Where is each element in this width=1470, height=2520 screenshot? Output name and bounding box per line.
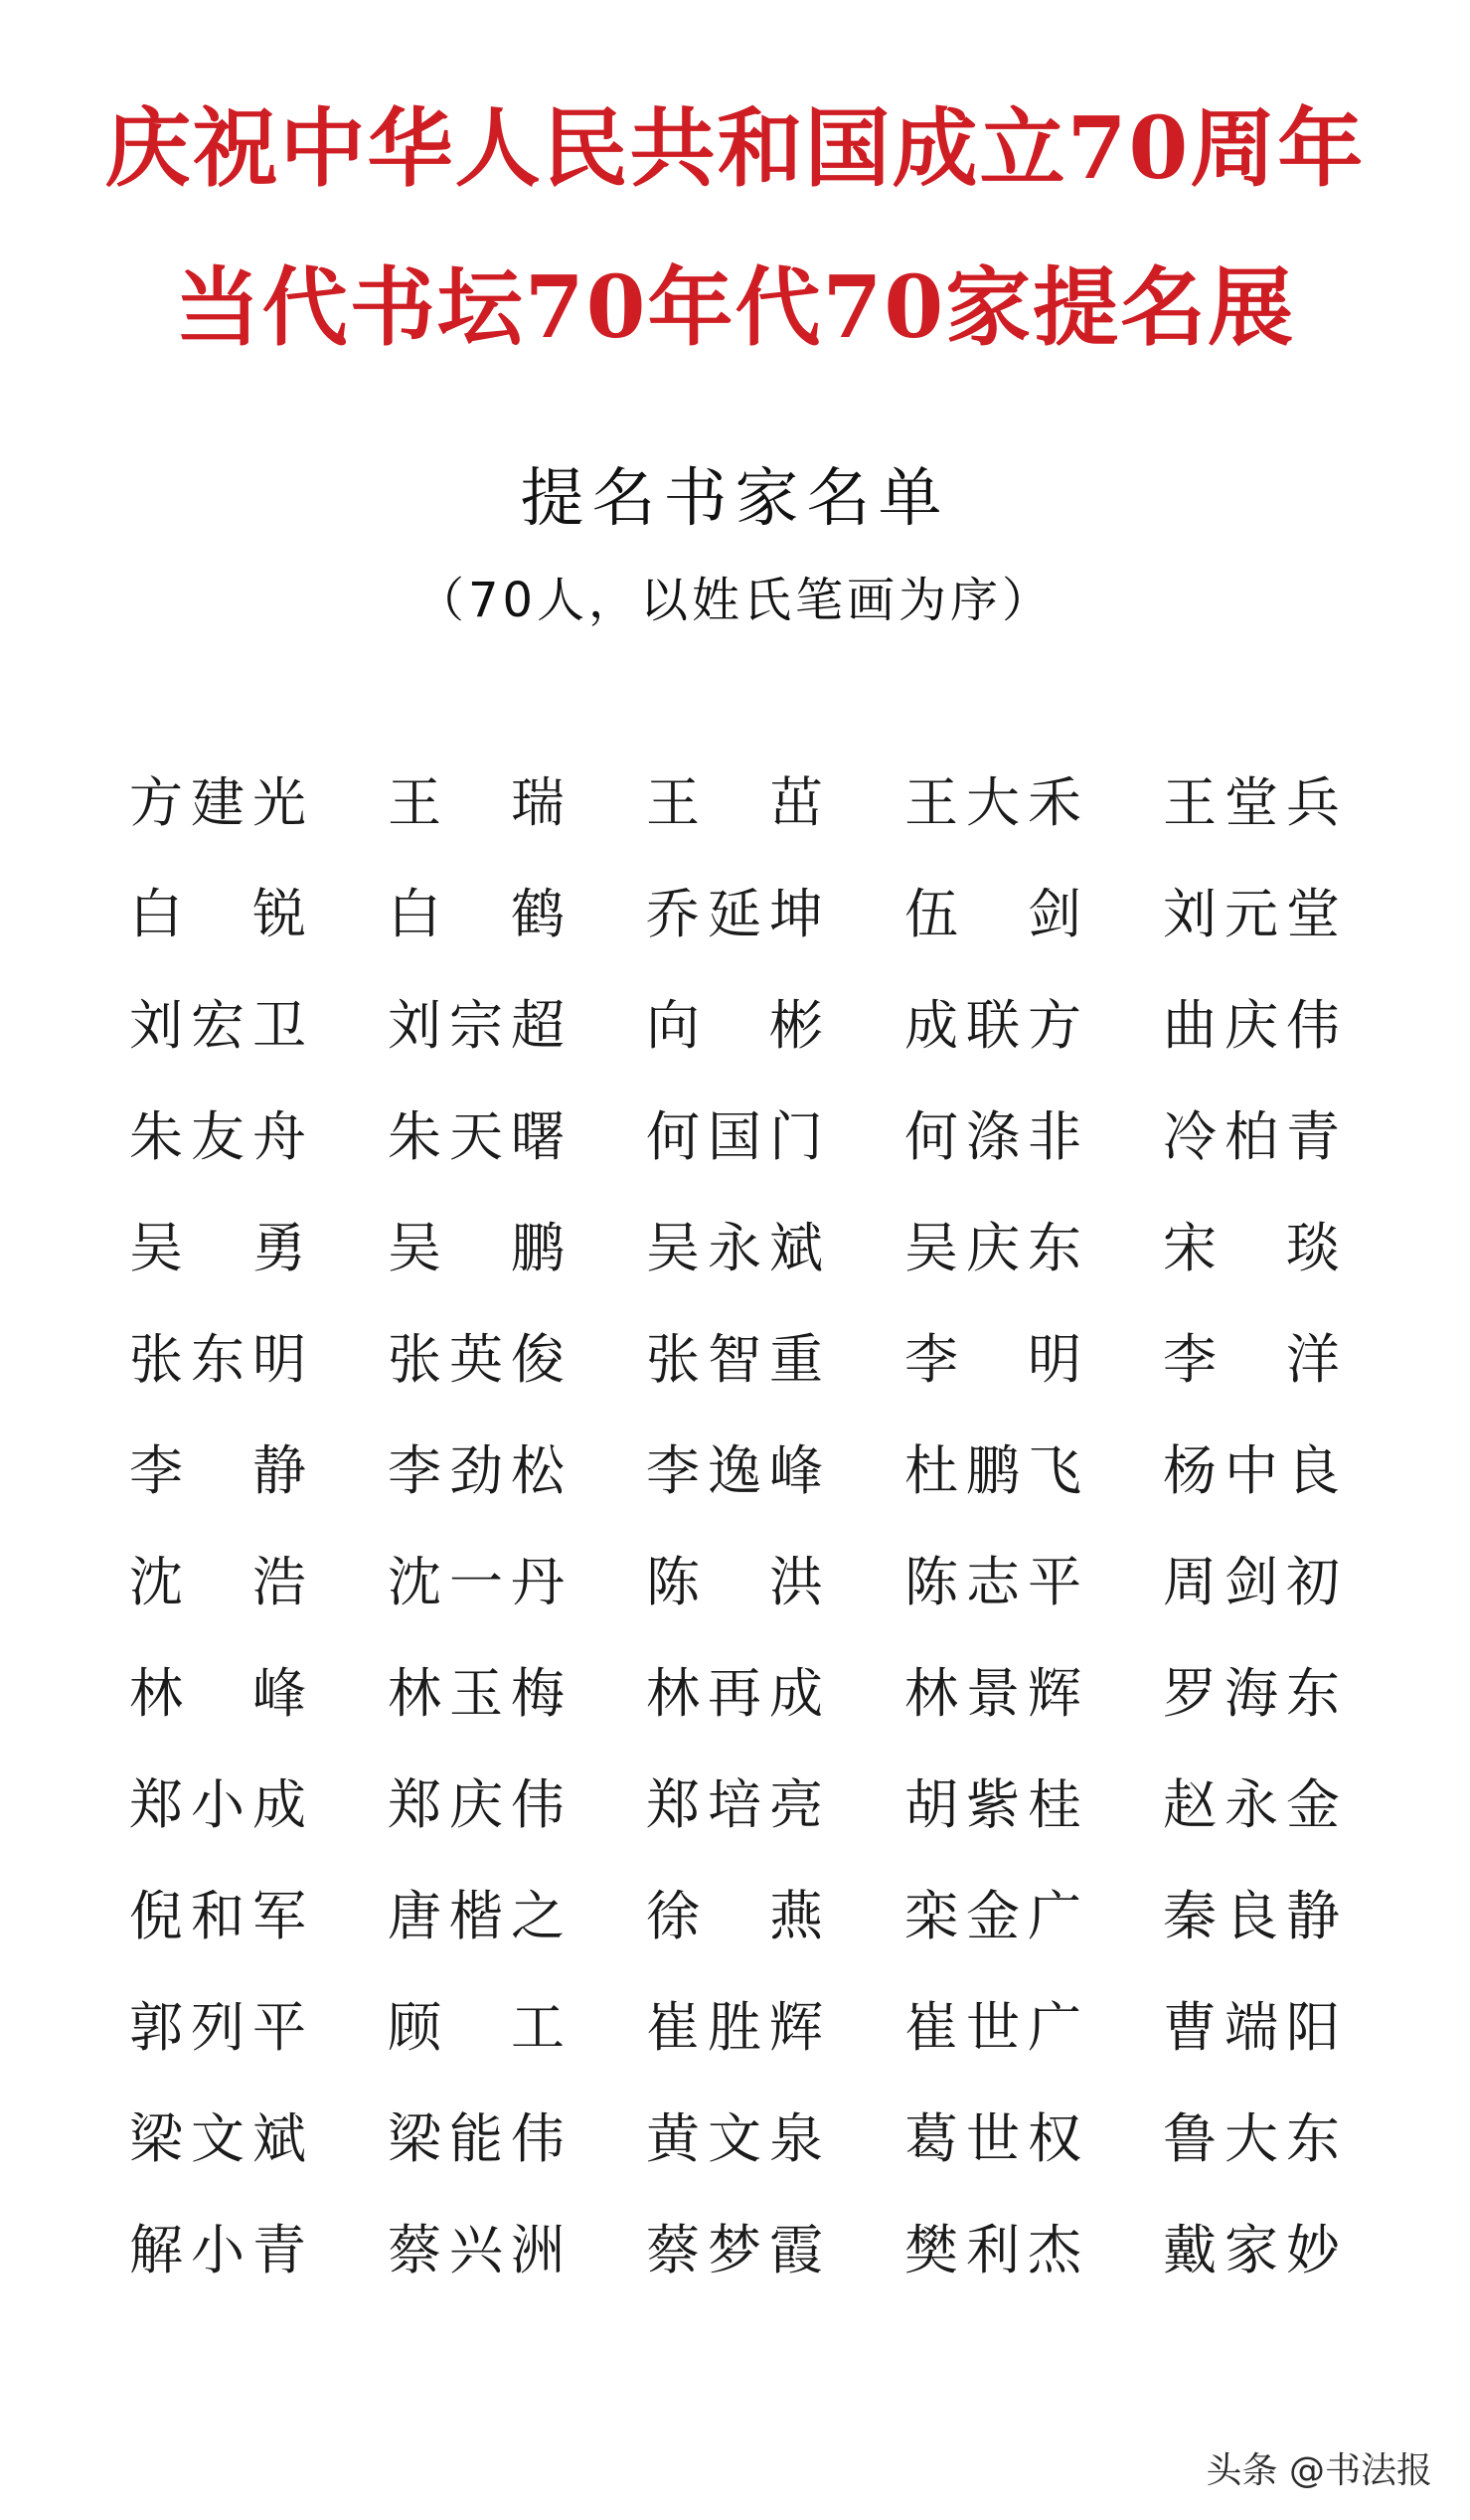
name-entry — [1163, 1750, 1340, 1861]
name-char: 斌 — [769, 1217, 823, 1279]
name-char: 倪 — [129, 1885, 183, 1947]
name-char: 泉 — [769, 2107, 823, 2170]
name-char: 浩 — [252, 1551, 306, 1613]
name-char: 静 — [252, 1439, 306, 1502]
name-char: 世 — [966, 1996, 1020, 2059]
name-entry — [904, 1304, 1081, 1416]
name-char: 徐 — [646, 1885, 700, 1947]
name-entry — [129, 1750, 306, 1861]
name-char: 斌 — [252, 2107, 306, 2170]
name-char: 良 — [1225, 1885, 1278, 1947]
name-char: 成 — [252, 1773, 306, 1836]
name-char: 伟 — [1286, 994, 1340, 1057]
name-char: 朱 — [129, 1105, 183, 1168]
name-entry — [388, 1750, 565, 1861]
name-char: 崔 — [904, 1996, 958, 2059]
name-entry — [904, 1082, 1081, 1193]
name-entry — [646, 2084, 823, 2195]
name-char: 超 — [511, 994, 565, 1057]
name-char: 张 — [129, 1328, 183, 1391]
name-char: 林 — [646, 1662, 700, 1725]
name-char: 郭 — [129, 1996, 183, 2059]
name-entry — [388, 970, 565, 1082]
title-line-2: 当代书坛70年代70家提名展 — [174, 257, 1296, 358]
name-char: 永 — [708, 1217, 761, 1279]
name-char: 洋 — [1286, 1328, 1340, 1391]
name-entry — [388, 2084, 565, 2195]
name-entry — [388, 1861, 565, 1972]
name-char: 张 — [388, 1328, 441, 1391]
name-entry — [646, 1750, 823, 1861]
name-char: 天 — [449, 1105, 503, 1168]
name-entry — [388, 859, 565, 970]
name-char: 瑞 — [511, 771, 565, 834]
name-char: 列 — [191, 1996, 245, 2059]
name-char: 青 — [252, 2219, 306, 2281]
name-char: 堂 — [1225, 771, 1278, 834]
title-line-1: 庆祝中华人民共和国成立70周年 — [104, 98, 1366, 199]
name-char: 志 — [966, 1551, 1020, 1613]
name-char: 琰 — [1286, 1217, 1340, 1279]
name-char: 罗 — [1163, 1662, 1217, 1725]
name-char: 东 — [1028, 1217, 1081, 1279]
name-char: 家 — [1225, 2219, 1278, 2281]
name-entry — [388, 1193, 565, 1304]
name-char: 杨 — [1163, 1439, 1217, 1502]
name-entry — [1163, 1972, 1340, 2084]
name-char: 飞 — [1028, 1439, 1081, 1502]
name-char: 伟 — [511, 1773, 565, 1836]
name-char: 逸 — [708, 1439, 761, 1502]
name-char: 明 — [252, 1328, 306, 1391]
name-char: 白 — [388, 883, 441, 945]
name-char: 葛 — [904, 2107, 958, 2170]
name-char: 亮 — [769, 1773, 823, 1836]
name-char: 鹤 — [511, 883, 565, 945]
name-entry — [646, 1304, 823, 1416]
name-char: 李 — [388, 1439, 441, 1502]
name-entry — [646, 1972, 823, 2084]
name-char: 庆 — [449, 1773, 503, 1836]
name-char: 陈 — [646, 1551, 700, 1613]
name-entry — [646, 1638, 823, 1750]
name-char: 海 — [1225, 1662, 1278, 1725]
name-char: 李 — [646, 1439, 700, 1502]
name-char: 戴 — [1163, 2219, 1217, 2281]
name-char: 松 — [511, 1439, 565, 1502]
name-char: 郑 — [646, 1773, 700, 1836]
name-char: 王 — [388, 771, 441, 834]
name-char: 周 — [1163, 1551, 1217, 1613]
name-char: 文 — [191, 2107, 245, 2170]
name-entry — [129, 1304, 306, 1416]
name-char: 宋 — [1163, 1217, 1217, 1279]
name-entry — [904, 1416, 1081, 1527]
name-entry — [646, 1527, 823, 1638]
name-char: 秦 — [1163, 1885, 1217, 1947]
name-entry — [129, 748, 306, 859]
name-char: 大 — [966, 771, 1020, 834]
name-char: 郑 — [129, 1773, 183, 1836]
name-char: 权 — [1028, 2107, 1081, 2170]
name-entry — [904, 2195, 1081, 2306]
name-char: 东 — [1286, 1662, 1340, 1725]
name-char: 沈 — [129, 1551, 183, 1613]
name-entry — [129, 2195, 306, 2306]
name-char: 剑 — [1225, 1551, 1278, 1613]
name-char: 杰 — [1028, 2219, 1081, 2281]
name-char: 鹏 — [966, 1439, 1020, 1502]
name-char: 文 — [708, 2107, 761, 2170]
name-entry — [904, 859, 1081, 970]
name-char: 勇 — [252, 1217, 306, 1279]
name-char: 郑 — [388, 1773, 441, 1836]
name-char: 冷 — [1163, 1105, 1217, 1168]
name-char: 堂 — [1286, 883, 1340, 945]
name-char: 解 — [129, 2219, 183, 2281]
name-char: 之 — [511, 1885, 565, 1947]
name-char: 王 — [1163, 771, 1217, 834]
name-entry — [129, 1193, 306, 1304]
name-entry — [1163, 859, 1340, 970]
name-entry — [129, 1082, 306, 1193]
name-char: 朱 — [388, 1105, 441, 1168]
name-entry — [129, 1416, 306, 1527]
name-char: 舟 — [252, 1105, 306, 1168]
name-char: 吴 — [646, 1217, 700, 1279]
name-char: 沈 — [388, 1551, 441, 1613]
name-entry — [904, 1193, 1081, 1304]
name-char: 永 — [1225, 1773, 1278, 1836]
name-char: 大 — [1225, 2107, 1278, 2170]
name-entry — [129, 2084, 306, 2195]
name-char: 广 — [1028, 1996, 1081, 2059]
name-char: 林 — [904, 1662, 958, 1725]
name-entry — [129, 970, 306, 1082]
name-char: 黄 — [646, 2107, 700, 2170]
name-entry — [904, 1527, 1081, 1638]
name-char: 吴 — [129, 1217, 183, 1279]
name-entry — [1163, 1193, 1340, 1304]
name-char: 峰 — [769, 1439, 823, 1502]
name-char: 白 — [129, 883, 183, 945]
name-char: 唐 — [388, 1885, 441, 1947]
name-char: 方 — [1028, 994, 1081, 1057]
name-char: 洲 — [511, 2219, 565, 2281]
name-char: 方 — [129, 771, 183, 834]
name-char: 明 — [1028, 1328, 1081, 1391]
name-char: 和 — [191, 1885, 245, 1947]
name-entry — [129, 1638, 306, 1750]
name-char: 崔 — [646, 1996, 700, 2059]
name-char: 平 — [252, 1996, 306, 2059]
name-char: 元 — [1225, 883, 1278, 945]
name-char: 俊 — [511, 1328, 565, 1391]
name-char: 涤 — [966, 1105, 1020, 1168]
name-char: 非 — [1028, 1105, 1081, 1168]
name-char: 李 — [129, 1439, 183, 1502]
name-char: 成 — [769, 1662, 823, 1725]
name-entry — [646, 748, 823, 859]
name-char: 鲁 — [1163, 2107, 1217, 2170]
name-entry — [1163, 1304, 1340, 1416]
name-char: 辉 — [1028, 1662, 1081, 1725]
name-entry — [646, 970, 823, 1082]
name-char: 霞 — [769, 2219, 823, 2281]
name-char: 玉 — [449, 1662, 503, 1725]
name-entry — [1163, 1527, 1340, 1638]
name-entry — [388, 1527, 565, 1638]
name-char: 蔡 — [646, 2219, 700, 2281]
name-char: 静 — [1286, 1885, 1340, 1947]
name-char: 良 — [1286, 1439, 1340, 1502]
name-char: 军 — [252, 1885, 306, 1947]
name-char: 刘 — [388, 994, 441, 1057]
name-char: 林 — [388, 1662, 441, 1725]
name-char: 宏 — [191, 994, 245, 1057]
name-entry — [129, 1861, 306, 1972]
name-char: 桂 — [1028, 1773, 1081, 1836]
name-char: 紫 — [966, 1773, 1020, 1836]
name-char: 楷 — [449, 1885, 503, 1947]
name-char: 金 — [966, 1885, 1020, 1947]
name-entry — [904, 1750, 1081, 1861]
name-char: 柏 — [1225, 1105, 1278, 1168]
name-entry — [388, 1638, 565, 1750]
name-char: 李 — [904, 1328, 958, 1391]
name-char: 李 — [1163, 1328, 1217, 1391]
name-entry — [388, 1304, 565, 1416]
name-char: 曲 — [1163, 994, 1217, 1057]
name-entry — [129, 1972, 306, 2084]
name-char: 坤 — [769, 883, 823, 945]
name-char: 向 — [646, 994, 700, 1057]
name-char: 吴 — [388, 1217, 441, 1279]
name-char: 梅 — [511, 1662, 565, 1725]
name-char: 兴 — [449, 2219, 503, 2281]
name-entry — [388, 2195, 565, 2306]
name-char: 胡 — [904, 1773, 958, 1836]
name-char: 王 — [646, 771, 700, 834]
name-char: 东 — [191, 1328, 245, 1391]
name-char: 鹏 — [511, 1217, 565, 1279]
name-char: 何 — [904, 1105, 958, 1168]
name-char: 世 — [966, 2107, 1020, 2170]
name-entry — [904, 1972, 1081, 2084]
name-char: 栾 — [904, 1885, 958, 1947]
name-entry — [646, 859, 823, 970]
name-char: 彬 — [769, 994, 823, 1057]
name-char: 再 — [708, 1662, 761, 1725]
name-char: 胜 — [708, 1996, 761, 2059]
name-char: 兵 — [1286, 771, 1340, 834]
name-entry — [904, 1638, 1081, 1750]
name-char: 陈 — [904, 1551, 958, 1613]
name-char: 阳 — [1286, 1996, 1340, 2059]
name-char: 平 — [1028, 1551, 1081, 1613]
name-entry — [129, 1527, 306, 1638]
name-char: 延 — [708, 883, 761, 945]
name-char: 乔 — [646, 883, 700, 945]
name-char: 樊 — [904, 2219, 958, 2281]
name-char: 利 — [966, 2219, 1020, 2281]
name-char: 小 — [191, 1773, 245, 1836]
name-char: 刘 — [129, 994, 183, 1057]
name-char: 中 — [1225, 1439, 1278, 1502]
name-char: 吴 — [904, 1217, 958, 1279]
name-char: 培 — [708, 1773, 761, 1836]
name-char: 宗 — [449, 994, 503, 1057]
name-entry — [646, 1082, 823, 1193]
name-grid — [129, 748, 1352, 2306]
name-char: 伟 — [511, 2107, 565, 2170]
name-char: 成 — [904, 994, 958, 1057]
name-char: 燕 — [769, 1885, 823, 1947]
name-char: 辉 — [769, 1996, 823, 2059]
name-entry — [646, 1861, 823, 1972]
name-entry — [1163, 748, 1340, 859]
name-char: 工 — [511, 1996, 565, 2059]
name-char: 劲 — [449, 1439, 503, 1502]
name-char: 卫 — [252, 994, 306, 1057]
name-entry — [388, 1416, 565, 1527]
name-char: 庆 — [1225, 994, 1278, 1057]
name-char: 友 — [191, 1105, 245, 1168]
name-char: 能 — [449, 2107, 503, 2170]
name-char: 建 — [191, 771, 245, 834]
name-char: 刘 — [1163, 883, 1217, 945]
name-char: 国 — [708, 1105, 761, 1168]
name-char: 赵 — [1163, 1773, 1217, 1836]
name-char: 林 — [129, 1662, 183, 1725]
name-char: 一 — [449, 1551, 503, 1613]
name-char: 门 — [769, 1105, 823, 1168]
name-char: 何 — [646, 1105, 700, 1168]
name-entry — [1163, 970, 1340, 1082]
name-entry — [1163, 1416, 1340, 1527]
name-entry — [646, 1416, 823, 1527]
name-entry — [129, 859, 306, 970]
name-entry — [388, 748, 565, 859]
name-char: 重 — [769, 1328, 823, 1391]
name-char: 梁 — [388, 2107, 441, 2170]
name-entry — [1163, 2084, 1340, 2195]
name-char: 禾 — [1028, 771, 1081, 834]
name-entry — [904, 1861, 1081, 1972]
name-char: 金 — [1286, 1773, 1340, 1836]
name-entry — [646, 1193, 823, 1304]
name-entry — [388, 1082, 565, 1193]
name-char: 初 — [1286, 1551, 1340, 1613]
name-char: 曹 — [1163, 1996, 1217, 2059]
name-entry — [1163, 1861, 1340, 1972]
name-char: 洪 — [769, 1551, 823, 1613]
name-entry — [904, 970, 1081, 1082]
name-char: 青 — [1286, 1105, 1340, 1168]
name-entry — [904, 748, 1081, 859]
name-entry — [646, 2195, 823, 2306]
name-char: 梁 — [129, 2107, 183, 2170]
name-char: 张 — [646, 1328, 700, 1391]
name-char: 丹 — [511, 1551, 565, 1613]
name-char: 庆 — [966, 1217, 1020, 1279]
name-char: 剑 — [1028, 883, 1081, 945]
name-entry — [388, 1972, 565, 2084]
name-char: 锐 — [252, 883, 306, 945]
name-entry — [904, 2084, 1081, 2195]
name-char: 光 — [252, 771, 306, 834]
name-char: 广 — [1028, 1885, 1081, 1947]
name-char: 端 — [1225, 1996, 1278, 2059]
name-char: 联 — [966, 994, 1020, 1057]
name-char: 小 — [191, 2219, 245, 2281]
list-heading: 提名书家名单 — [520, 462, 950, 536]
name-char: 伍 — [904, 883, 958, 945]
name-char: 英 — [449, 1328, 503, 1391]
source-watermark: 头条 @书法报 — [1206, 2450, 1432, 2491]
name-char: 梦 — [708, 2219, 761, 2281]
name-char: 茁 — [769, 771, 823, 834]
name-entry — [1163, 2195, 1340, 2306]
name-char: 王 — [904, 771, 958, 834]
name-char: 东 — [1286, 2107, 1340, 2170]
name-char: 杜 — [904, 1439, 958, 1502]
name-char: 峰 — [252, 1662, 306, 1725]
name-entry — [1163, 1638, 1340, 1750]
name-char: 智 — [708, 1328, 761, 1391]
list-note: （70人，以姓氏笔画为序） — [415, 573, 1055, 628]
name-entry — [1163, 1082, 1340, 1193]
name-char: 妙 — [1286, 2219, 1340, 2281]
name-char: 曙 — [511, 1105, 565, 1168]
name-char: 景 — [966, 1662, 1020, 1725]
name-char: 蔡 — [388, 2219, 441, 2281]
name-char: 顾 — [388, 1996, 441, 2059]
